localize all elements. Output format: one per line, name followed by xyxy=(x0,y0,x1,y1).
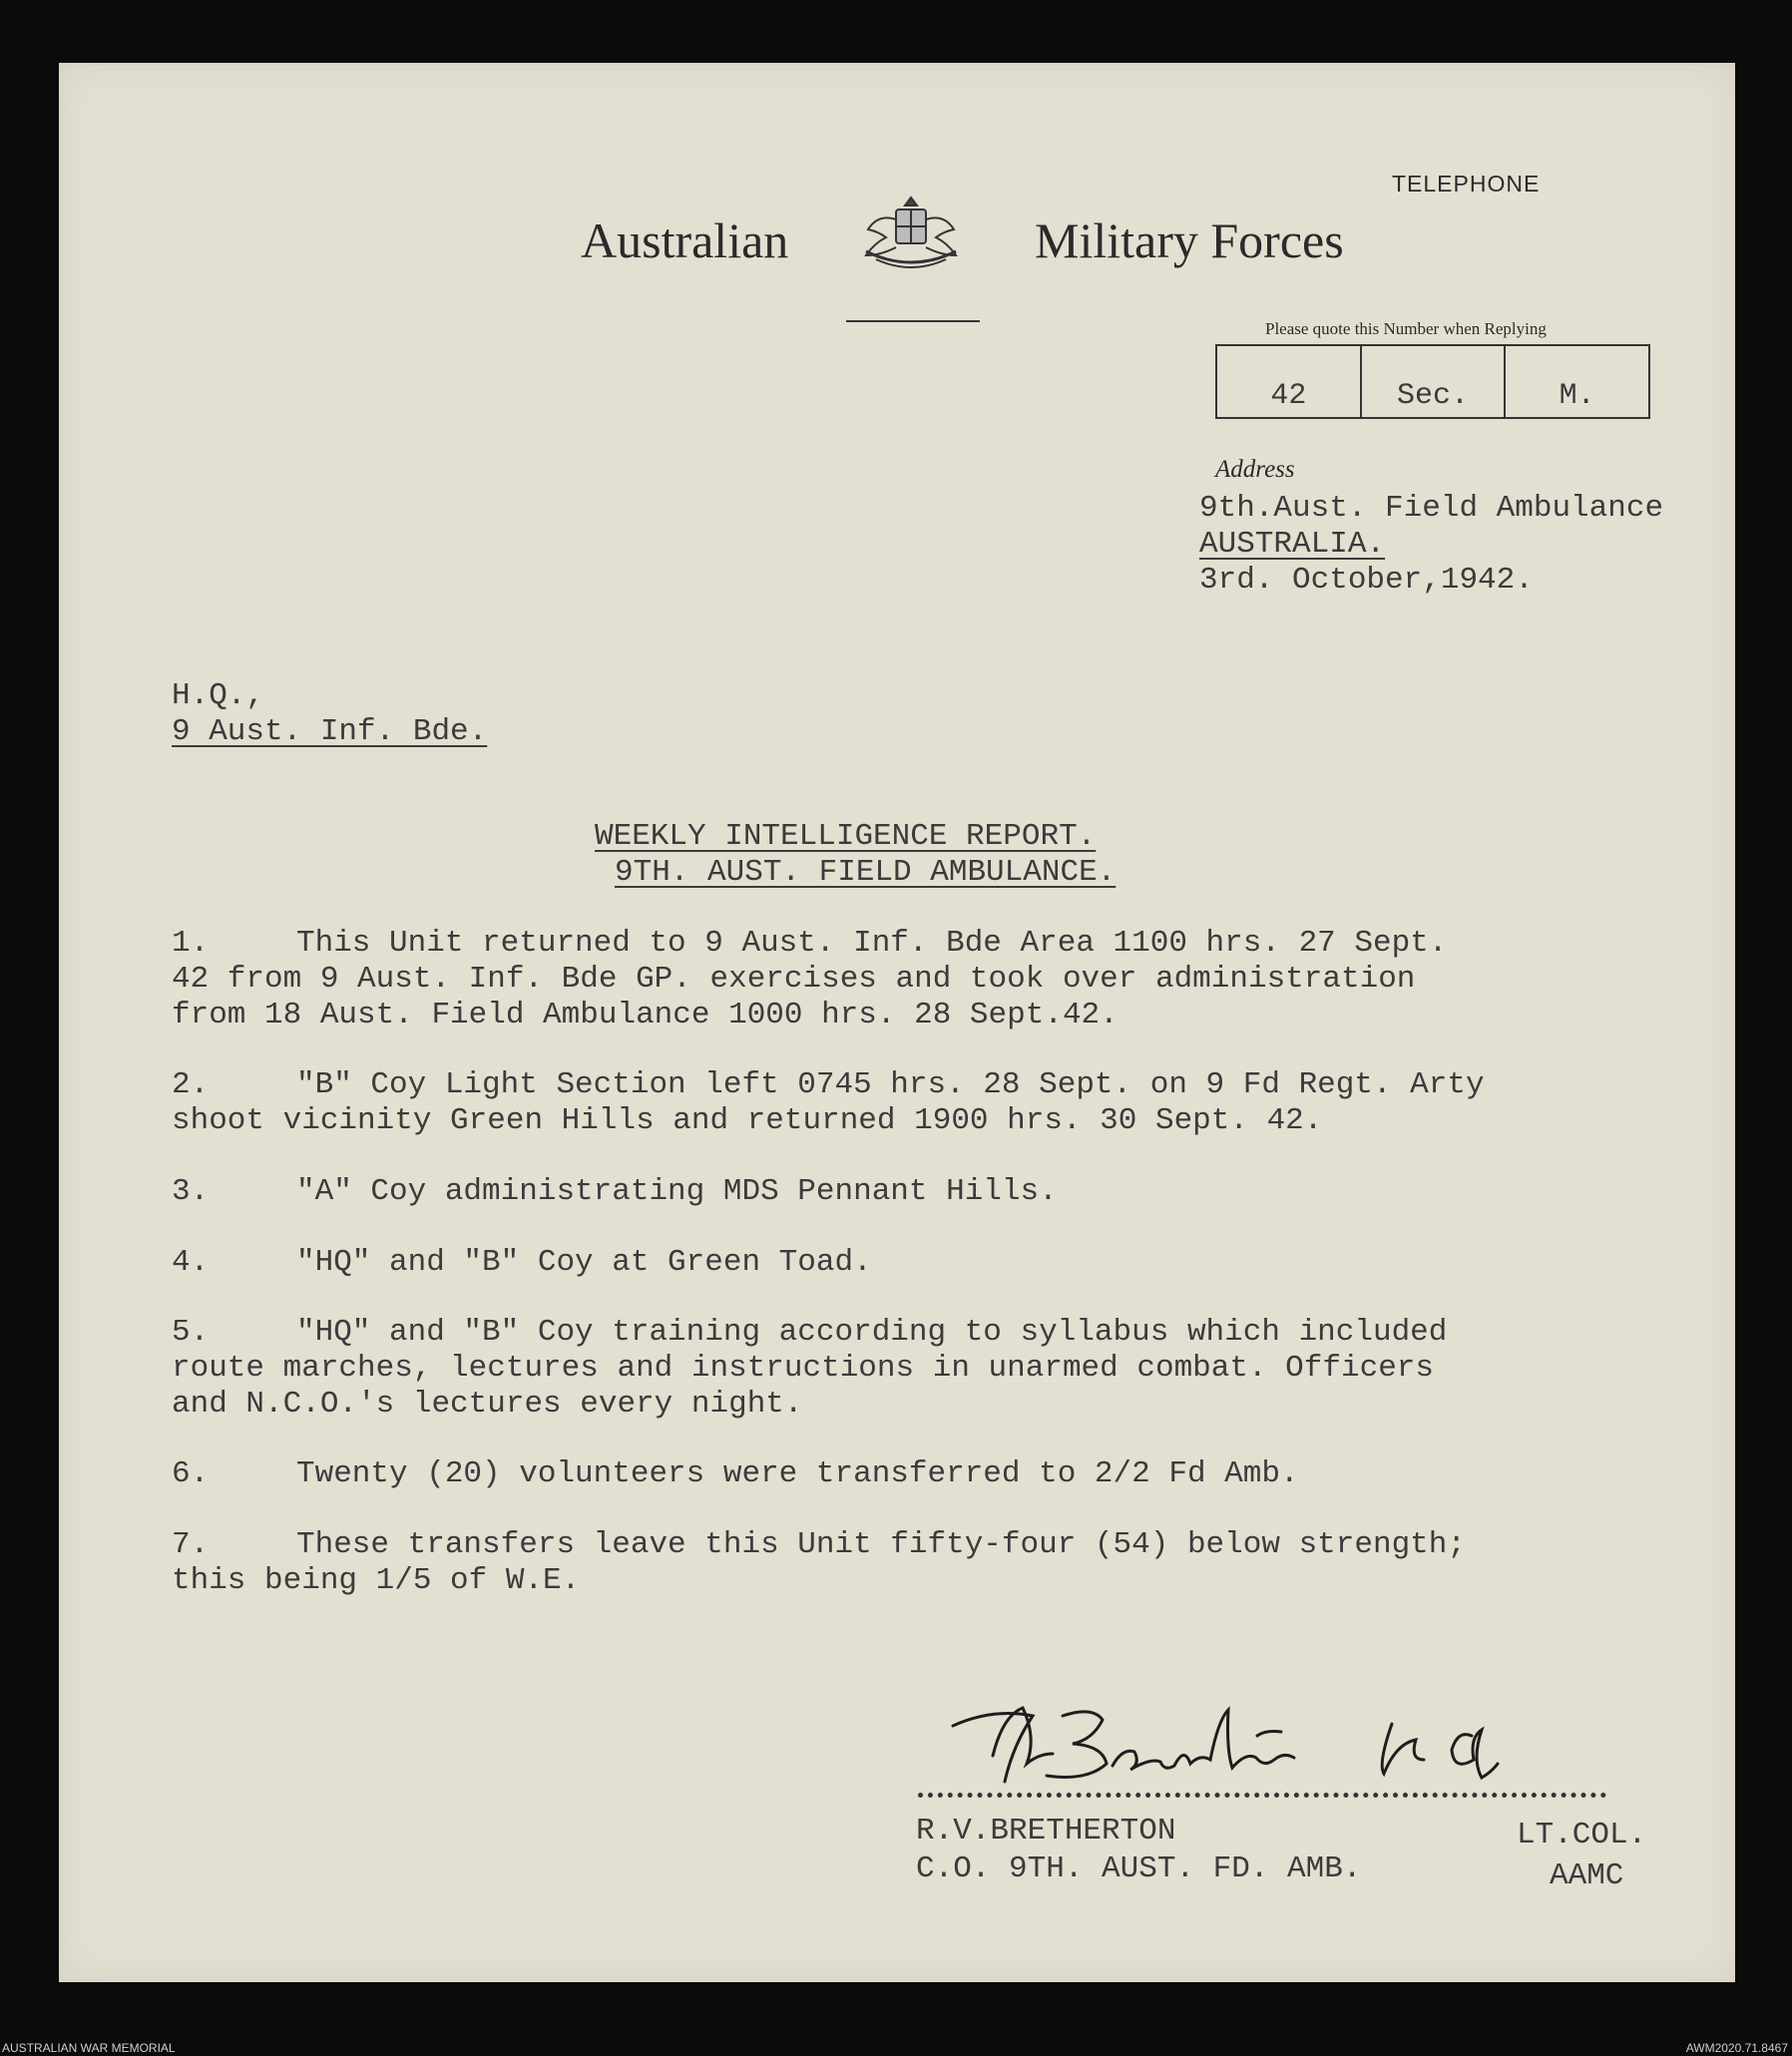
paragraph-number: 7. xyxy=(172,1527,210,1562)
telephone-label: TELEPHONE xyxy=(1392,171,1541,197)
paragraph-5 xyxy=(172,1315,1668,1423)
paragraph-7 xyxy=(172,1527,1668,1599)
paragraph-number: 5. xyxy=(172,1315,210,1350)
paragraph-line: "B" Coy Light Section left 0745 hrs. 28 Sept. on 9 Fd Regt. Arty xyxy=(296,1067,1485,1102)
signatory-rank: LT.COL. xyxy=(1517,1818,1647,1852)
address-label: Address xyxy=(1215,456,1295,483)
report-title-line-2: 9TH. AUST. FIELD AMBULANCE. xyxy=(615,855,1117,890)
coat-of-arms-emblem xyxy=(846,190,976,279)
reference-number-box xyxy=(1215,344,1650,419)
archive-footer-left: AUSTRALIAN WAR MEMORIAL xyxy=(2,2041,176,2055)
paragraph-line: Twenty (20) volunteers were transferred to 2/2 Fd Amb. xyxy=(296,1456,1299,1491)
paragraph-3 xyxy=(172,1174,1668,1210)
archive-footer-right: AWM2020.71.8467 xyxy=(1685,2041,1788,2055)
paragraph-number: 3. xyxy=(172,1174,210,1209)
paragraph-number: 4. xyxy=(172,1245,210,1280)
paragraph-number: 2. xyxy=(172,1067,210,1102)
paragraph-line: This Unit returned to 9 Aust. Inf. Bde Area 1100 hrs. 27 Sept. xyxy=(296,926,1448,961)
handwritten-signature xyxy=(913,1696,1631,1796)
recipient-line-2: 9 Aust. Inf. Bde. xyxy=(172,714,488,749)
letterhead-left-word: Australian xyxy=(581,212,789,268)
letterhead-right-word: Military Forces xyxy=(1035,212,1344,268)
letterhead-divider xyxy=(846,320,980,322)
paragraph-line: and N.C.O.'s lectures every night. xyxy=(172,1387,803,1422)
paragraph-4 xyxy=(172,1245,1668,1281)
paragraph-line: "HQ" and "B" Coy at Green Toad. xyxy=(296,1245,872,1280)
signatory-title: C.O. 9TH. AUST. FD. AMB. xyxy=(916,1851,1362,1886)
paragraph-line: this being 1/5 of W.E. xyxy=(172,1563,581,1598)
recipient-line-1: H.Q., xyxy=(172,678,265,713)
paragraph-line: 42 from 9 Aust. Inf. Bde GP. exercises and took over administration xyxy=(172,962,1416,997)
paragraph-2 xyxy=(172,1067,1668,1139)
address-line-country: AUSTRALIA. xyxy=(1199,527,1386,562)
address-line-date: 3rd. October,1942. xyxy=(1199,563,1534,598)
paragraph-line: from 18 Aust. Field Ambulance 1000 hrs. 28 Sept.42. xyxy=(172,998,1119,1032)
paragraph-line: route marches, lectures and instructions in unarmed combat. Officers xyxy=(172,1351,1435,1386)
paragraph-line: These transfers leave this Unit fifty-four (54) below strength; xyxy=(296,1527,1466,1562)
quote-instruction: Please quote this Number when Replying xyxy=(1265,319,1547,338)
reference-section: Sec. xyxy=(1362,346,1507,417)
signatory-corps: AAMC xyxy=(1550,1858,1624,1893)
paragraph-number: 1. xyxy=(172,926,210,961)
address-line-unit: 9th.Aust. Field Ambulance xyxy=(1199,491,1664,526)
paragraph-line: shoot vicinity Green Hills and returned 1900 hrs. 30 Sept. 42. xyxy=(172,1103,1323,1138)
paragraph-1 xyxy=(172,926,1668,1033)
reference-number: 42 xyxy=(1217,346,1362,417)
paragraph-line: "HQ" and "B" Coy training according to syllabus which included xyxy=(296,1315,1448,1350)
report-title-line-1: WEEKLY INTELLIGENCE REPORT. xyxy=(595,819,1097,854)
paragraph-6 xyxy=(172,1456,1668,1492)
paragraph-line: "A" Coy administrating MDS Pennant Hills. xyxy=(296,1174,1058,1209)
signatory-name: R.V.BRETHERTON xyxy=(916,1814,1176,1849)
signature-dotted-line xyxy=(918,1793,1606,1798)
reference-suffix: M. xyxy=(1559,379,1595,413)
paragraph-number: 6. xyxy=(172,1456,210,1491)
